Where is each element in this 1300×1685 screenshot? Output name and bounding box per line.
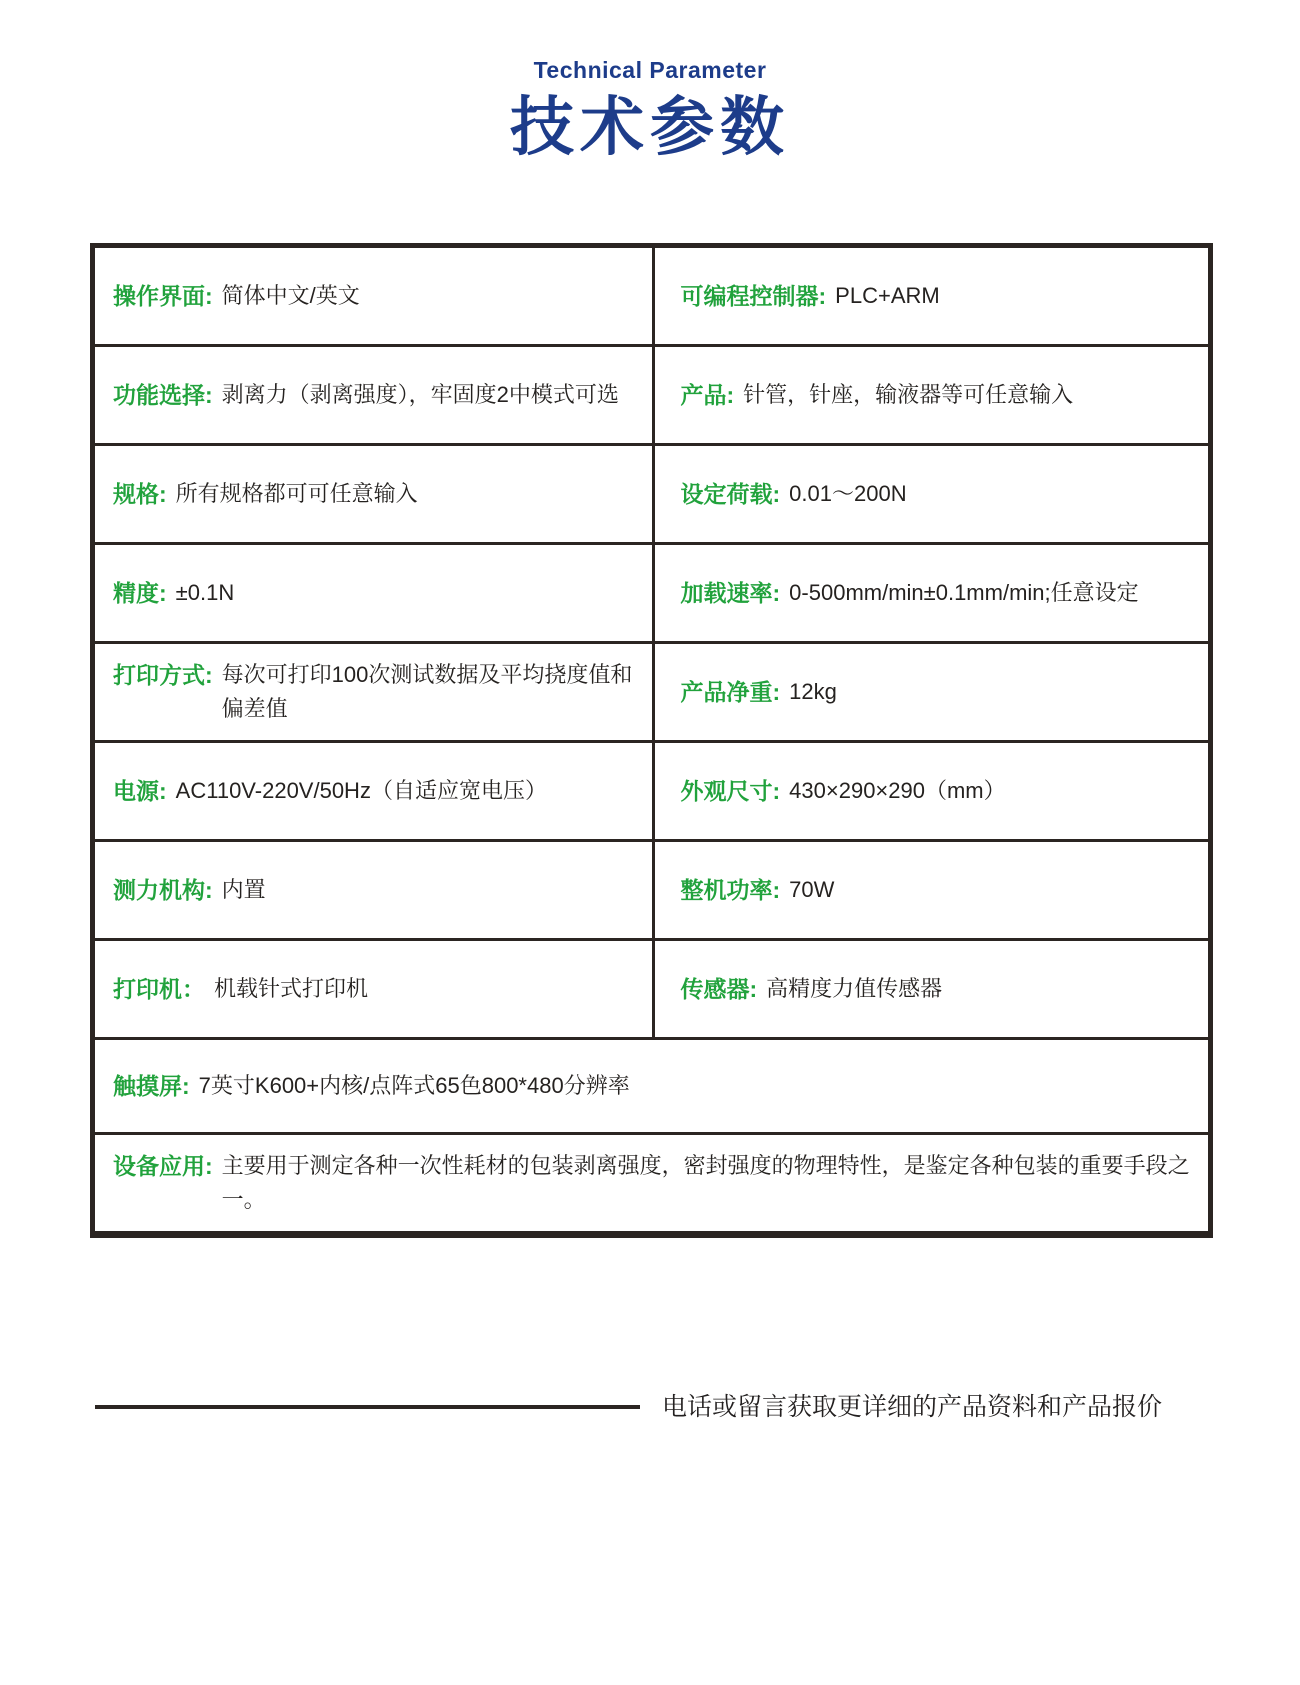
spec-value: 机载针式打印机 [214, 976, 369, 1001]
spec-pair [113, 576, 234, 610]
spec-pair [113, 774, 547, 808]
spec-value: AC110V-220V/50Hz（自适应宽电压） [175, 778, 547, 803]
spec-pair [113, 1069, 630, 1103]
spec-cell [95, 446, 652, 542]
spec-pair [113, 378, 619, 412]
spec-label: 加载速率: [680, 580, 781, 606]
spec-cell [652, 842, 1209, 938]
spec-pair [681, 675, 837, 709]
spec-cell [95, 644, 652, 740]
spec-pair [113, 1149, 1194, 1217]
spec-value: 每次可打印100次测试数据及平均挠度值和偏差值 [221, 662, 633, 721]
spec-cell [95, 1135, 1208, 1231]
spec-label: 打印机： [113, 976, 205, 1002]
spec-table [90, 243, 1213, 1238]
spec-value: PLC+ARM [835, 283, 940, 308]
spec-value: 430×290×290（mm） [789, 778, 1006, 803]
spec-row [95, 641, 1208, 740]
spec-label: 测力机构: [113, 877, 213, 903]
spec-label: 外观尺寸: [680, 778, 781, 804]
spec-label: 设定荷载: [680, 481, 781, 507]
spec-cell [652, 941, 1209, 1037]
spec-value: 7英寸K600+内核/点阵式65色800*480分辨率 [198, 1073, 630, 1098]
page-title: 技术参数 [510, 91, 790, 163]
spec-pair [113, 658, 638, 726]
spec-value: 简体中文/英文 [221, 283, 360, 308]
spec-pair [681, 873, 835, 907]
spec-label: 电源: [113, 778, 167, 804]
spec-pair [681, 972, 943, 1006]
page-header [0, 0, 1300, 164]
spec-cell [95, 248, 652, 344]
spec-row [95, 839, 1208, 938]
spec-label: 操作界面: [113, 283, 213, 309]
spec-cell [95, 347, 652, 443]
spec-cell [652, 446, 1209, 542]
spec-value: 0.01～200N [789, 481, 907, 506]
spec-label: 精度: [113, 580, 167, 606]
page-footer [95, 1392, 1215, 1422]
spec-label: 打印方式: [113, 662, 213, 688]
spec-value: 高精度力值传感器 [766, 976, 943, 1001]
page-subtitle: Technical Parameter [533, 57, 767, 83]
spec-cell [652, 743, 1209, 839]
spec-row [95, 542, 1208, 641]
spec-cell [95, 1040, 1208, 1132]
spec-value: 0-500mm/min±0.1mm/min;任意设定 [789, 580, 1139, 605]
spec-label: 产品: [680, 382, 735, 408]
spec-label: 整机功率: [680, 877, 781, 903]
spec-value: ±0.1N [175, 580, 235, 605]
spec-cell [652, 545, 1209, 641]
spec-value: 剥离力（剥离强度），牢固度2中模式可选 [221, 382, 619, 407]
spec-label: 设备应用: [113, 1153, 213, 1179]
spec-label: 产品净重: [680, 679, 781, 705]
spec-row [95, 443, 1208, 542]
spec-value: 70W [789, 877, 835, 902]
spec-cell [95, 743, 652, 839]
spec-value: 针管，针座，输液器等可任意输入 [743, 382, 1074, 407]
spec-cell [95, 941, 652, 1037]
spec-label: 传感器: [680, 976, 758, 1002]
spec-value: 所有规格都可可任意输入 [175, 481, 418, 506]
footer-note: 电话或留言获取更详细的产品资料和产品报价 [662, 1393, 1163, 1421]
spec-pair [681, 774, 1006, 808]
spec-row [95, 938, 1208, 1037]
spec-pair [681, 576, 1139, 610]
spec-row [95, 1037, 1208, 1132]
spec-pair [113, 873, 266, 907]
spec-label: 触摸屏: [113, 1073, 190, 1099]
spec-row [95, 248, 1208, 344]
spec-cell [95, 842, 652, 938]
spec-row [95, 344, 1208, 443]
spec-pair [113, 477, 418, 511]
spec-pair [681, 378, 1074, 412]
spec-cell [652, 347, 1209, 443]
spec-label: 可编程控制器: [680, 283, 827, 309]
spec-value: 12kg [789, 679, 837, 704]
spec-label: 规格: [113, 481, 167, 507]
spec-label: 功能选择: [113, 382, 213, 408]
spec-value: 内置 [221, 877, 266, 902]
spec-row [95, 1132, 1208, 1231]
spec-cell [652, 248, 1209, 344]
spec-pair [113, 972, 368, 1006]
spec-cell [652, 644, 1209, 740]
spec-value: 主要用于测定各种一次性耗材的包装剥离强度，密封强度的物理特性，是鉴定各种包装的重要手段之一。 [221, 1153, 1190, 1212]
spec-cell [95, 545, 652, 641]
spec-row [95, 740, 1208, 839]
spec-pair [681, 279, 940, 313]
spec-pair [681, 477, 907, 511]
spec-pair [113, 279, 360, 313]
footer-divider-line [95, 1405, 640, 1409]
